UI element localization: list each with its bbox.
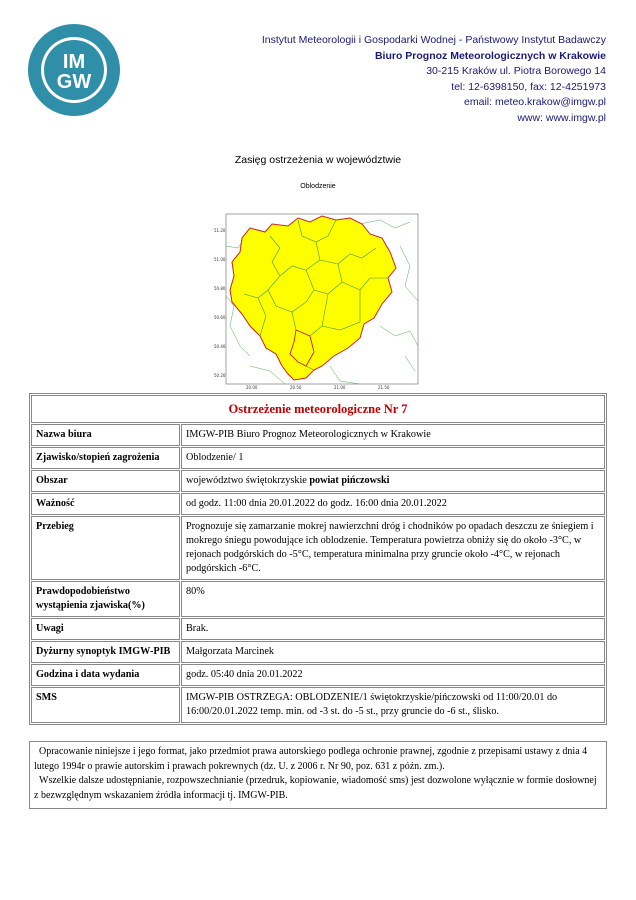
row-label: Prawdopodobieństwo wystąpienia zjawiska(%) (31, 581, 180, 617)
y-tick: 51.20 (214, 228, 226, 233)
map-subtitle: Oblodzenie (300, 183, 336, 190)
row-value (181, 470, 605, 492)
area-voivodeship: województwo świętokrzyskie (186, 475, 307, 486)
row-label: Uwagi (31, 618, 180, 640)
warning-map (210, 206, 420, 390)
row-label: Nazwa biura (31, 424, 180, 446)
office-name: Biuro Prognoz Meteorologicznych w Krakowie (374, 49, 606, 62)
row-value: IMGW-PIB OSTRZEGA: OBLODZENIE/1 świętokrzyskie/pińczowski od 11:00/20.01 do 16:00/20.01.2022 temp. min. od -3 st. do -5 st., przy gruncie do -6 st., ślisko. (181, 687, 605, 723)
row-value: Oblodzenie/ 1 (181, 447, 605, 469)
row-value: godz. 05:40 dnia 20.01.2022 (181, 664, 605, 686)
row-label: Zjawisko/stopień zagrożenia (31, 447, 180, 469)
warning-title: Ostrzeżenie meteorologiczne Nr 7 (31, 395, 605, 423)
row-value: IMGW-PIB Biuro Prognoz Meteorologicznych w Krakowie (181, 424, 605, 446)
table-row (31, 687, 605, 723)
row-label: SMS (31, 687, 180, 723)
table-row (31, 424, 605, 446)
copyright-paragraph (34, 745, 602, 774)
svg-text:GW: GW (56, 71, 92, 93)
row-label: Przebieg (31, 516, 180, 580)
y-tick: 50.20 (214, 373, 226, 378)
map-title: Zasięg ostrzeżenia w województwie (234, 154, 402, 166)
copyright-text: Opracowanie niniejsze i jego format, jako przedmiot prawa autorskiego podlega ochronie prawnej, zgodnie z przepisami ustawy z dnia 4 lutego 1994r o prawie autorskim i prawach pokrewnych (dz. U. z 2006 r. Nr 90, poz. 631 z późn. zm.). (34, 746, 588, 772)
copyright-notice (29, 741, 607, 809)
x-tick: 21.00 (334, 385, 346, 390)
office-www[interactable]: www: www.imgw.pl (517, 111, 606, 124)
row-value: Prognozuje się zamarzanie mokrej nawierzchni dróg i chodników po opadach deszczu ze śniegiem i mokrego śniegu powodujące ich oblodzenie. Temperatura powietrza obniży się do około -3°C, w rejonach podgórskich do -5°C, temperatura minimalna przy gruncie około -4°C, w rejonach podgórskich -6°C. (181, 516, 605, 580)
table-row (31, 618, 605, 640)
svg-text:IM: IM (62, 51, 86, 73)
office-phone: tel: 12-6398150, fax: 12-4251973 (451, 80, 606, 93)
row-value: od godz. 11:00 dnia 20.01.2022 do godz. 16:00 dnia 20.01.2022 (181, 493, 605, 515)
row-label: Obszar (31, 470, 180, 492)
office-email[interactable]: email: meteo.krakow@imgw.pl (464, 96, 606, 108)
office-address: 30-215 Kraków ul. Piotra Borowego 14 (426, 65, 606, 77)
area-district: powiat pińczowski (309, 475, 390, 486)
y-tick: 50.80 (214, 286, 226, 291)
table-row (31, 516, 605, 580)
x-tick: 20.50 (290, 385, 302, 390)
y-tick: 50.60 (214, 315, 226, 320)
warning-table (29, 393, 607, 725)
office-header (262, 33, 606, 126)
table-row (31, 493, 605, 515)
x-tick: 21.50 (378, 385, 390, 390)
x-tick: 20.00 (246, 385, 258, 390)
table-row (31, 470, 605, 492)
row-label: Ważność (31, 493, 180, 515)
row-value: 80% (181, 581, 605, 617)
row-value: Brak. (181, 618, 605, 640)
table-row (31, 581, 605, 617)
table-row (31, 641, 605, 663)
distribution-text: Wszelkie dalsze udostępnianie, rozpowszechnianie (przedruk, kopiowanie, wiadomość sms) jest dozwolone wyłącznie w formie dosłownej z bezwzględnym wskazaniem źródła informacji tj. IMGW-PIB. (34, 775, 597, 801)
y-tick: 51.00 (214, 257, 226, 262)
y-tick: 50.40 (214, 344, 226, 349)
distribution-paragraph (34, 774, 602, 803)
row-value: Małgorzata Marcinek (181, 641, 605, 663)
institute-name: Instytut Meteorologii i Gospodarki Wodnej - Państwowy Instytut Badawczy (261, 34, 606, 46)
table-row (31, 664, 605, 686)
imgw-logo (26, 22, 122, 118)
table-row (31, 447, 605, 469)
row-label: Dyżurny synoptyk IMGW-PIB (31, 641, 180, 663)
row-label: Godzina i data wydania (31, 664, 180, 686)
